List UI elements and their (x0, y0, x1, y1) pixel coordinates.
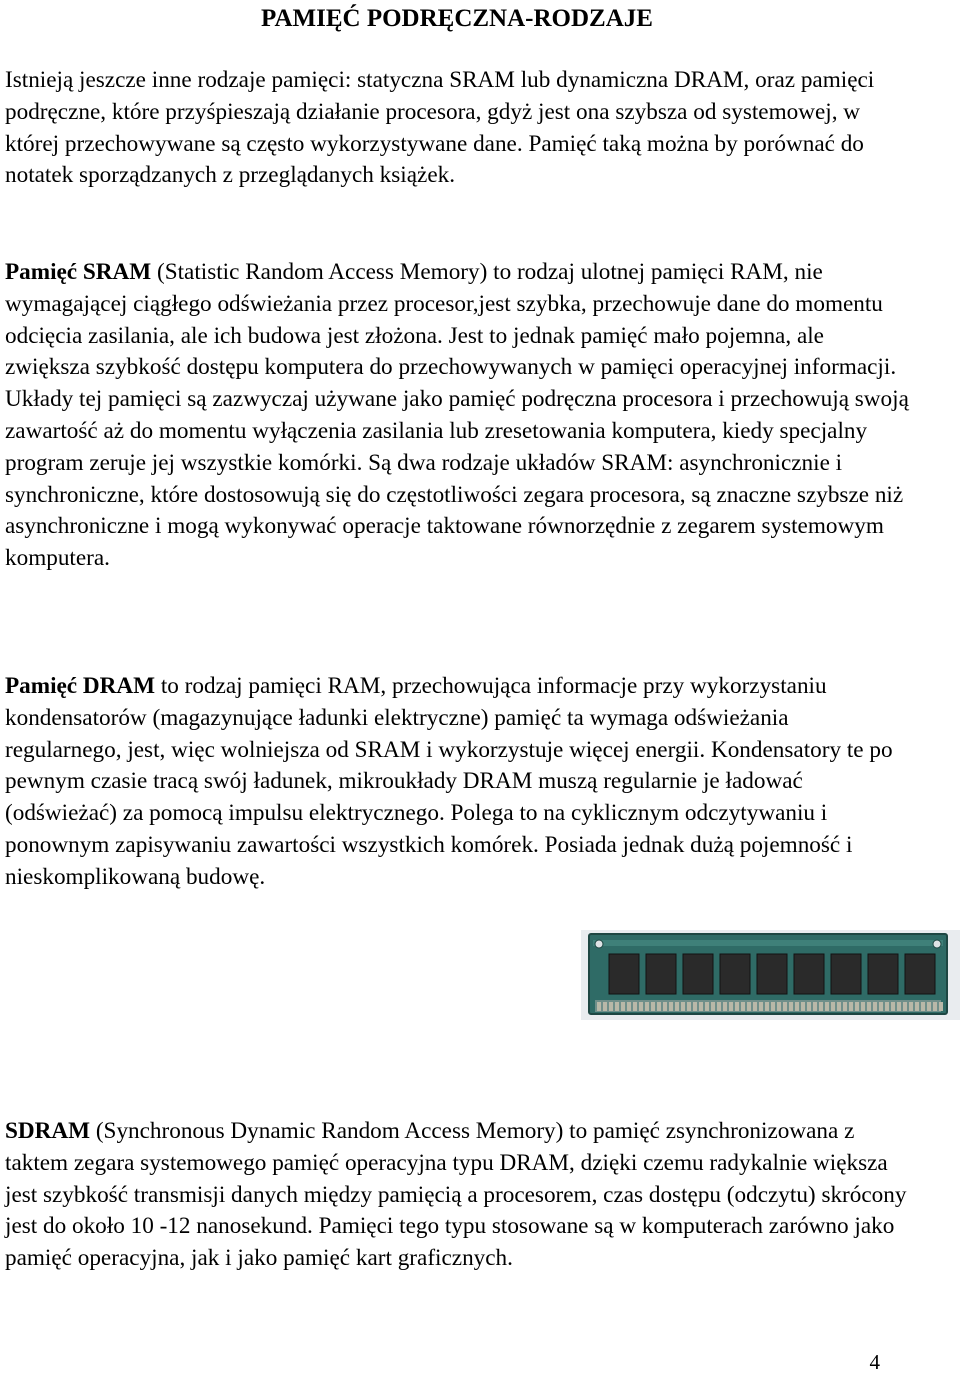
module-contact (627, 1002, 631, 1011)
module-contact (939, 1002, 943, 1011)
module-contact (729, 1002, 733, 1011)
module-contact (765, 1002, 769, 1011)
module-contact (843, 1002, 847, 1011)
module-contact (825, 1002, 829, 1011)
module-contact (741, 1002, 745, 1011)
module-contact (783, 1002, 787, 1011)
module-contact (753, 1002, 757, 1011)
module-contact (801, 1002, 805, 1011)
module-contact (909, 1002, 913, 1011)
module-contact (669, 1002, 673, 1011)
module-contact (861, 1002, 865, 1011)
module-contact (675, 1002, 679, 1011)
module-contact (645, 1002, 649, 1011)
dram-term: Pamięć DRAM (5, 673, 156, 699)
module-contact (705, 1002, 709, 1011)
module-contact (789, 1002, 793, 1011)
module-contact (903, 1002, 907, 1011)
module-contact (921, 1002, 925, 1011)
dram-text: to rodzaj pamięci RAM, przechowująca informacje przy wykorzystaniu kondensatorów (magazynujące ładunki elektryczne) pamięć ta wymaga odświeżania regularnego, jest, więc wolniejsza od SRAM i wykorzystuje więcej energii. Kondensatory te po pewnym czasie tracą swój ładunek, mikroukłady DRAM muszą regularnie je ładować (odświeżać) za pomocą impulsu elektrycznego. Polega to na cyklicznym odczytywaniu i ponownym zapisywaniu zawartości wszystkich komórek. Posiada jednak dużą pojemność i nieskomplikowaną budowę. (5, 673, 893, 890)
module-contact (687, 1002, 691, 1011)
sdram-paragraph (5, 1116, 910, 1275)
module-contact (651, 1002, 655, 1011)
module-contact (621, 1002, 625, 1011)
module-contact (663, 1002, 667, 1011)
module-contact (927, 1002, 931, 1011)
module-contact (933, 1002, 937, 1011)
memory-module-photo-icon (581, 930, 960, 1020)
module-contact (597, 1002, 601, 1011)
page-number: 4 (869, 1350, 880, 1374)
module-contact (837, 1002, 841, 1011)
module-contact (891, 1002, 895, 1011)
sram-text: (Statistic Random Access Memory) to rodzaj ulotnej pamięci RAM, nie wymagającej ciągłego odświeżania przez procesor,jest szybka, przechowuje dane do momentu odcięcia zasilania, ale ich budowa jest złożona. Jest to jednak pamięć mało pojemna, ale zwiększa szybkość dostępu komputera do przechowywanych w pamięci operacyjnej informacji. Układy tej pamięci są zazwyczaj używane jako pamięć podręczna procesora i przechowują swoją zawartość aż do momentu wyłączenia zasilania lub zresetowania komputera, kiedy specjalny program zeruje jej wszystkie komórki. Są dwa rodzaje układów SRAM: asynchronicznie i synchroniczne, które dostosowują się do częstotliwości zegara procesora, są znaczne szybsze niż asynchroniczne i mogą wykonywać operacje taktowane równorzędnie z zegarem systemowym komputera. (5, 259, 909, 572)
module-contact (813, 1002, 817, 1011)
module-contact (849, 1002, 853, 1011)
module-contact (879, 1002, 883, 1011)
module-contact (873, 1002, 877, 1011)
module-contact (771, 1002, 775, 1011)
sram-paragraph (5, 257, 910, 575)
module-contact (717, 1002, 721, 1011)
memory-chip (757, 954, 787, 994)
memory-chip (720, 954, 750, 994)
memory-module-image (581, 930, 960, 1020)
dram-paragraph (5, 671, 910, 894)
module-contact (831, 1002, 835, 1011)
sdram-text: (Synchronous Dynamic Random Access Memory) to pamięć zsynchronizowana z taktem zegara systemowego pamięć operacyjna typu DRAM, dzięki czemu radykalnie większa jest szybkość transmisji danych między pamięcią a procesorem, czas dostępu (odczytu) skrócony jest do około 10 -12 nanosekund. Pamięci tego typu stosowane są w komputerach zarówno jako pamięć operacyjna, jak i jako pamięć kart graficznych. (5, 1118, 907, 1272)
module-contact (609, 1002, 613, 1011)
module-contact (747, 1002, 751, 1011)
sdram-term: SDRAM (5, 1118, 91, 1144)
memory-chip (868, 954, 898, 994)
intro-paragraph: Istnieją jeszcze inne rodzaje pamięci: statyczna SRAM lub dynamiczna DRAM, oraz pamięci podręczne, które przyśpieszają działanie procesora, gdyż jest ona szybsza od systemowej, w której przechowywane są często wykorzystywane dane. Pamięć taką można by porównać do notatek sporządzanych z przeglądanych książek. (5, 67, 875, 189)
sram-term: Pamięć SRAM (5, 259, 152, 285)
module-contact (693, 1002, 697, 1011)
module-contact (615, 1002, 619, 1011)
module-contact (681, 1002, 685, 1011)
module-contact (603, 1002, 607, 1011)
module-contact (885, 1002, 889, 1011)
memory-chip (831, 954, 861, 994)
memory-chip (609, 954, 639, 994)
module-contact (657, 1002, 661, 1011)
module-contact (699, 1002, 703, 1011)
memory-chip (794, 954, 824, 994)
module-contact (795, 1002, 799, 1011)
module-contact (639, 1002, 643, 1011)
module-contact (819, 1002, 823, 1011)
module-contact (735, 1002, 739, 1011)
module-contact (867, 1002, 871, 1011)
memory-chip (905, 954, 935, 994)
memory-chip (646, 954, 676, 994)
memory-chip (683, 954, 713, 994)
module-contact (915, 1002, 919, 1011)
module-contact (897, 1002, 901, 1011)
module-contact (759, 1002, 763, 1011)
module-contact (723, 1002, 727, 1011)
page-title: PAMIĘĆ PODRĘCZNA-RODZAJE (261, 5, 653, 32)
module-contact (777, 1002, 781, 1011)
module-contact (711, 1002, 715, 1011)
module-contact (807, 1002, 811, 1011)
module-contact (633, 1002, 637, 1011)
module-contact (855, 1002, 859, 1011)
